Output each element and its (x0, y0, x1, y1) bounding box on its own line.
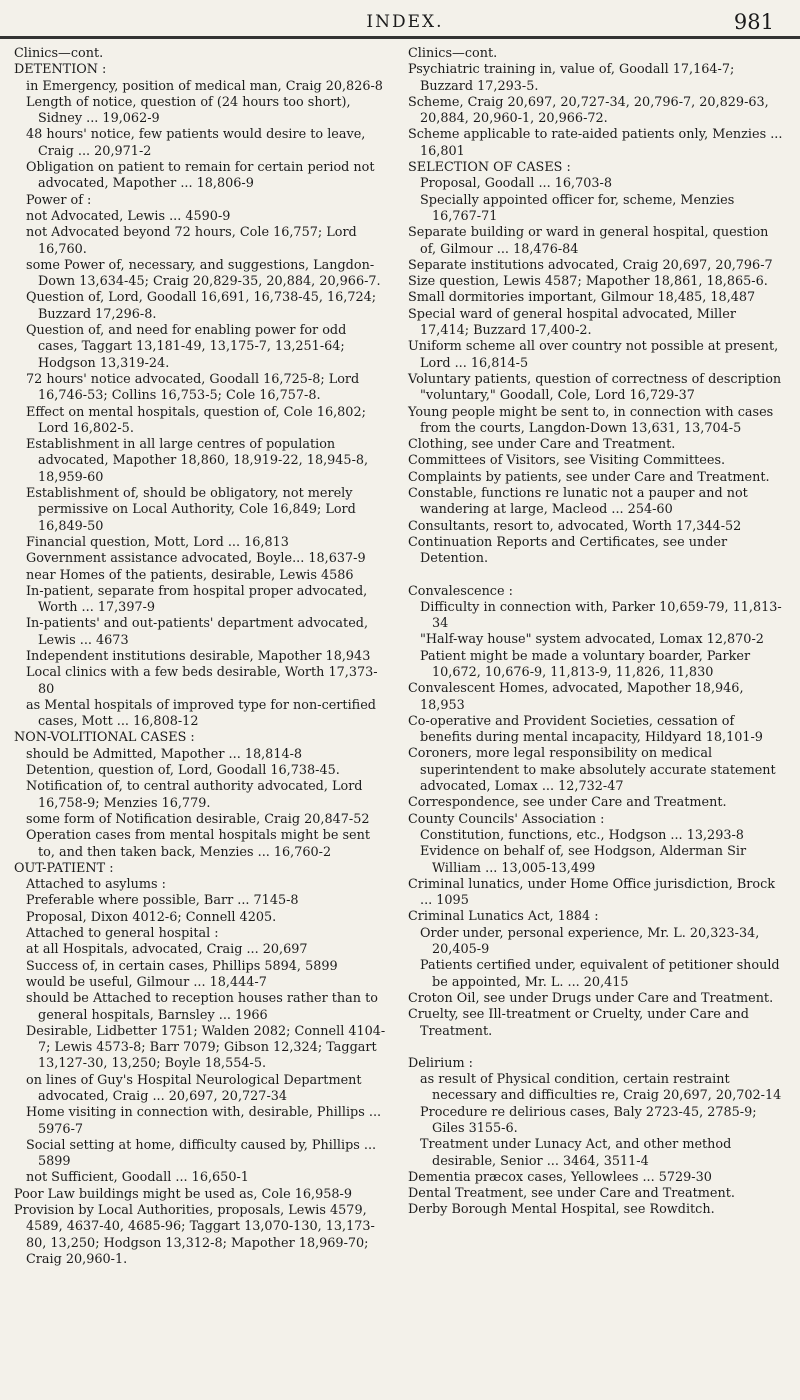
index-entry: In-patients' and out-patients' department advocated, Lewis ... 4673 (26, 616, 369, 648)
index-entry: Constitution, functions, etc., Hodgson ... 13,293-8 (420, 827, 744, 843)
index-entry: Desirable, Lidbetter 1751; Walden 2082; Connell 4104-7; Lewis 4573-8; Barr 7079; Gibson 12,324; Taggart 13,127-30, 13,250; Boyle 18,554-5. (26, 1023, 386, 1072)
index-entry: Local clinics with a few beds desirable, Worth 17,373-80 (26, 665, 378, 697)
page-number: 981 (733, 10, 774, 34)
index-entry: Consultants, resort to, advocated, Worth 17,344-52 (408, 518, 742, 534)
index-entry: Convalescent Homes, advocated, Mapother 18,946, 18,953 (408, 681, 744, 713)
index-entry: Voluntary patients, question of correctness of description "voluntary," Goodall, Cole, Lord 16,729-37 (408, 371, 782, 404)
index-entry: Young people might be sent to, in connection with cases from the courts, Langdon-Down 13,631, 13,704-5 (408, 404, 774, 436)
index-entry: Patient might be made a voluntary boarder, Parker 10,672, 10,676-9, 11,813-9, 11,826, 11,830 (420, 648, 751, 680)
index-entry: Dental Treatment, see under Care and Treatment. (408, 1186, 735, 1202)
index-entry: Length of notice, question of (24 hours too short), Sidney ... 19,062-9 (26, 94, 351, 127)
index-entry: Small dormitories important, Gilmour 18,485, 18,487 (408, 290, 756, 306)
index-entry: Financial question, Mott, Lord ... 16,813 (26, 534, 289, 550)
index-entry: Scheme, Craig 20,697, 20,727-34, 20,796-7, 20,829-63, 20,884, 20,960-1, 20,966-72. (408, 94, 769, 127)
index-entry: NON-VOLITIONAL CASES : (14, 730, 195, 746)
section-heading: Clinics—cont. (408, 46, 498, 61)
index-entry: Government assistance advocated, Boyle... 18,637-9 (26, 551, 366, 567)
index-entry: Question of, Lord, Goodall 16,691, 16,738-45, 16,724; Buzzard 17,296-8. (26, 290, 377, 322)
index-entry: not Sufficient, Goodall ... 16,650-1 (26, 1170, 249, 1186)
index-entry: Size question, Lewis 4587; Mapother 18,861, 18,865-6. (408, 274, 768, 290)
header-title: INDEX. (366, 12, 444, 32)
index-entry: Evidence on behalf of, see Hodgson, Alderman Sir William ... 13,005-13,499 (420, 844, 747, 876)
left-column (14, 46, 389, 1268)
index-entry: as Mental hospitals of improved type for non-certified cases, Mott ... 16,808-12 (26, 697, 376, 730)
index-entry: In-patient, separate from hospital proper advocated, Worth ... 17,397-9 (26, 583, 368, 616)
index-entry: Preferable where possible, Barr ... 7145-8 (26, 893, 299, 909)
index-entry: Difficulty in connection with, Parker 10,659-79, 11,813-34 (420, 599, 782, 632)
index-entry: Psychiatric training in, value of, Goodall 17,164-7; Buzzard 17,293-5. (408, 62, 735, 94)
index-entry: Separate institutions advocated, Craig 20,697, 20,796-7 (408, 257, 773, 273)
index-entry: 72 hours' notice advocated, Goodall 16,725-8; Lord 16,746-53; Collins 16,753-5; Cole 16,757-8. (26, 371, 360, 404)
index-entry: Cruelty, see Ill-treatment or Cruelty, under Care and Treatment. (408, 1007, 749, 1039)
index-entry: Criminal Lunatics Act, 1884 : (408, 909, 599, 925)
index-entry: Special ward of general hospital advocated, Miller 17,414; Buzzard 17,400-2. (408, 306, 736, 339)
index-entry: Correspondence, see under Care and Treatment. (408, 795, 727, 811)
index-entry: Dementia præcox cases, Yellowlees ... 5729-30 (408, 1169, 712, 1185)
index-entry: Provision by Local Authorities, proposals, Lewis 4579, 4589, 4637-40, 4685-96; Taggart 13,070-130, 13,173-80, 13,250; Hodgson 13,312-8; Mapother 18,969-70; Craig 20,960-1. (14, 1203, 375, 1267)
index-entry: Procedure re delirious cases, Baly 2723-45, 2785-9; Giles 3155-6. (420, 1104, 757, 1136)
index-entry: some form of Notification desirable, Craig 20,847-52 (26, 811, 370, 827)
index-entry: should be Admitted, Mapother ... 18,814-8 (26, 746, 303, 762)
index-entry: at all Hospitals, advocated, Craig ... 20,697 (26, 942, 308, 958)
index-entry: Proposal, Dixon 4012-6; Connell 4205. (26, 909, 277, 925)
page-header (30, 8, 780, 34)
index-entry: DETENTION : (14, 62, 107, 78)
index-entry: Complaints by patients, see under Care and Treatment. (408, 469, 770, 485)
index-entry: Coroners, more legal responsibility on medical superintendent to make absolutely accurate statement advocated, Lomax ... 12,732-47 (408, 746, 776, 795)
right-column (408, 46, 783, 1219)
index-entry: Effect on mental hospitals, question of, Cole 16,802; Lord 16,802-5. (26, 404, 366, 436)
index-entry: not Advocated, Lewis ... 4590-9 (26, 208, 231, 224)
index-entry: near Homes of the patients, desirable, Lewis 4586 (26, 567, 354, 583)
index-entry: Clothing, see under Care and Treatment. (408, 437, 676, 453)
index-entry: OUT-PATIENT : (14, 860, 114, 876)
index-entry: Poor Law buildings might be used as, Cole 16,958-9 (14, 1186, 352, 1202)
index-entry: Co-operative and Provident Societies, cessation of benefits during mental incapacity, Hildyard 18,101-9 (408, 713, 763, 746)
index-entry: Treatment under Lunacy Act, and other method desirable, Senior ... 3464, 3511-4 (420, 1137, 732, 1169)
index-entry: Attached to general hospital : (26, 926, 219, 942)
index-entry: Scheme applicable to rate-aided patients only, Menzies ... 16,801 (408, 127, 783, 159)
header-rule (0, 36, 800, 39)
index-entry: Convalescence : (408, 583, 513, 599)
index-entry: Constable, functions re lunatic not a pauper and not wandering at large, Macleod ... 254-60 (408, 486, 748, 518)
index-entry: Uniform scheme all over country not possible at present, Lord ... 16,814-5 (408, 339, 779, 371)
index-entry: some Power of, necessary, and suggestions, Langdon-Down 13,634-45; Craig 20,829-35, 20,884, 20,966-7. (26, 257, 381, 290)
index-entry: Notification of, to central authority advocated, Lord 16,758-9; Menzies 16,779. (26, 779, 363, 811)
index-entry: Patients certified under, equivalent of petitioner should be appointed, Mr. L. ... 20,415 (420, 958, 780, 990)
index-entry: Specially appointed officer for, scheme, Menzies 16,767-71 (420, 192, 735, 224)
index-entry: Detention, question of, Lord, Goodall 16,738-45. (26, 763, 340, 779)
index-entry: Home visiting in connection with, desirable, Phillips ... 5976-7 (26, 1105, 382, 1137)
index-entry: Power of : (26, 192, 92, 208)
index-entry: 48 hours' notice, few patients would desire to leave, Craig ... 20,971-2 (26, 127, 366, 159)
index-entry: Derby Borough Mental Hospital, see Rowditch. (408, 1202, 715, 1218)
index-entry: County Councils' Association : (408, 811, 605, 827)
index-entry: Operation cases from mental hospitals might be sent to, and then taken back, Menzies ... 16,760-2 (26, 828, 370, 860)
index-entry: SELECTION OF CASES : (408, 160, 571, 176)
index-entry: Social setting at home, difficulty caused by, Phillips ... 5899 (26, 1137, 377, 1170)
index-entry: Success of, in certain cases, Phillips 5894, 5899 (26, 958, 338, 974)
index-entry: Delirium : (408, 1055, 473, 1071)
index-entry: Committees of Visitors, see Visiting Committees. (408, 453, 726, 469)
index-entry: Attached to asylums : (26, 877, 166, 893)
index-entry: would be useful, Gilmour ... 18,444-7 (26, 974, 267, 990)
index-entry: "Half-way house" system advocated, Lomax 12,870-2 (420, 632, 764, 648)
index-entry: Establishment in all large centres of population advocated, Mapother 18,860, 18,919-22, 18,945-8, 18,959-60 (26, 437, 369, 485)
index-entry: Independent institutions desirable, Mapother 18,943 (26, 648, 371, 664)
index-entry: Obligation on patient to remain for certain period not advocated, Mapother ... 18,806-9 (26, 160, 375, 192)
index-entry: as result of Physical condition, certain restraint necessary and difficulties re, Craig 20,697, 20,702-14 (420, 1072, 782, 1104)
index-entry: Order under, personal experience, Mr. L. 20,323-34, 20,405-9 (420, 925, 760, 958)
index-entry: Question of, and need for enabling power for odd cases, Taggart 13,181-49, 13,175-7, 13,251-64; Hodgson 13,319-24. (26, 323, 347, 371)
index-entry: in Emergency, position of medical man, Craig 20,826-8 (26, 78, 383, 94)
index-entry: Croton Oil, see under Drugs under Care and Treatment. (408, 990, 774, 1006)
index-entry: Separate building or ward in general hospital, question of, Gilmour ... 18,476-84 (408, 225, 769, 257)
index-entry: Establishment of, should be obligatory, not merely permissive on Local Authority, Cole 16,849; Lord 16,849-50 (26, 486, 356, 534)
index-entry: Proposal, Goodall ... 16,703-8 (420, 176, 612, 192)
index-entry: on lines of Guy's Hospital Neurological Department advocated, Craig ... 20,697, 20,727-34 (26, 1072, 362, 1104)
section-heading: Clinics—cont. (14, 46, 104, 61)
index-entry: Criminal lunatics, under Home Office jurisdiction, Brock ... 1095 (408, 876, 776, 909)
index-entry: not Advocated beyond 72 hours, Cole 16,757; Lord 16,760. (26, 225, 357, 257)
index-entry: should be Attached to reception houses rather than to general hospitals, Barnsley ... 1966 (26, 991, 378, 1023)
index-entry: Continuation Reports and Certificates, see under Detention. (408, 534, 728, 567)
